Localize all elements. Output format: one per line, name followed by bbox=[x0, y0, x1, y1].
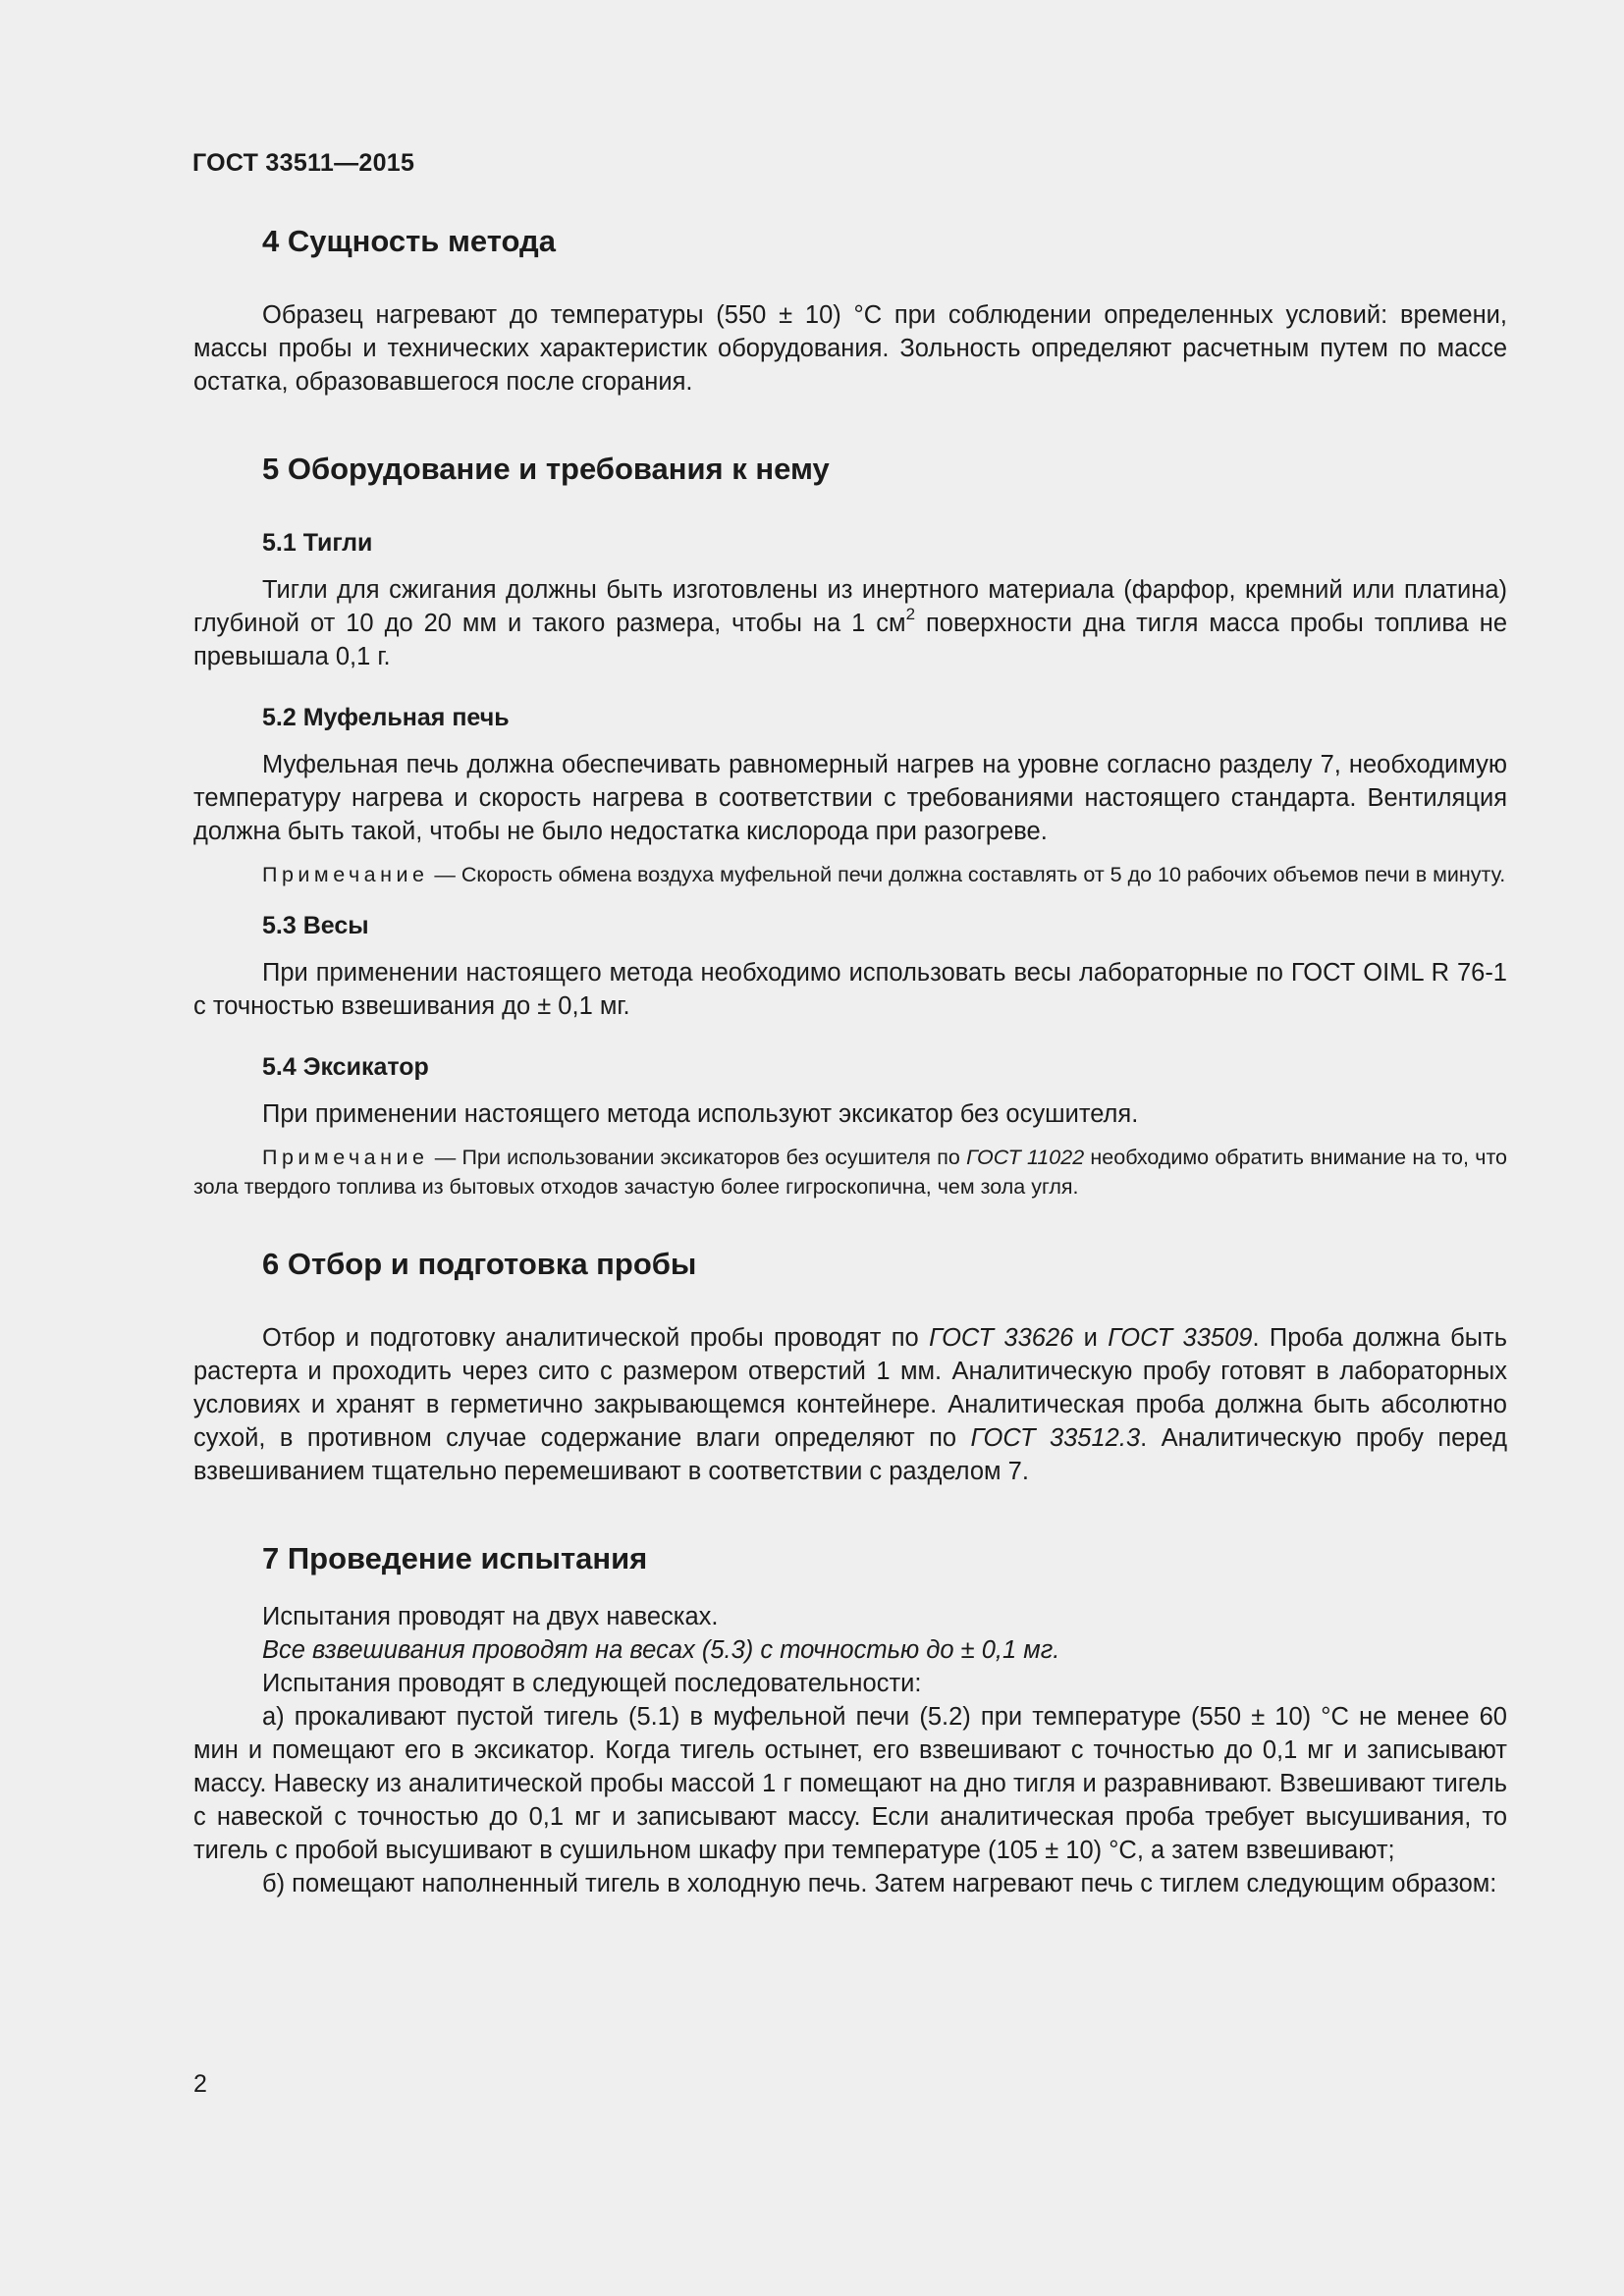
subsection-5-3-title: 5.3 Весы bbox=[262, 912, 369, 939]
page-number: 2 bbox=[193, 2070, 207, 2098]
note-label: Примечание bbox=[262, 1146, 429, 1169]
document-code: ГОСТ 33511—2015 bbox=[192, 149, 415, 177]
note-5-4: Примечание — При использовании эксикаторов без осушителя по ГОСТ 11022 необходимо обратить внимание на то, что зола твердого топлива из бытовых отходов зачастую более гигроскопична, чем зола угля. bbox=[193, 1146, 1508, 1199]
subsection-5-3-paragraph: При применении настоящего метода необходимо использовать весы лабораторные по ГОСТ OIML R 76-1 с точностью взвешивания до ± 0,1 мг. bbox=[193, 959, 1507, 1020]
note-5-2: Примечание — Скорость обмена воздуха муфельной печи должна составлять от 5 до 10 рабочих объемов печи в минуту. bbox=[262, 863, 1506, 886]
section-5-title: 5 Оборудование и требования к нему bbox=[262, 452, 830, 486]
section-7-item-b: б) помещают наполненный тигель в холодную печь. Затем нагревают печь с тиглем следующим образом: bbox=[262, 1870, 1497, 1897]
subsection-5-4-paragraph: При применении настоящего метода используют эксикатор без осушителя. bbox=[262, 1100, 1139, 1128]
section-7-line-3: Испытания проводят в следующей последовательности: bbox=[262, 1670, 922, 1697]
subsection-5-4-title: 5.4 Эксикатор bbox=[262, 1053, 429, 1081]
section-4-title: 4 Сущность метода bbox=[262, 224, 556, 258]
section-7-item-a: а) прокаливают пустой тигель (5.1) в муфельной печи (5.2) при температуре (550 ± 10) °С не менее 60 мин и помещают его в эксикатор. Когда тигель остынет, его взвешивают с точностью до 0,1 мг и записывают массу. Навеску из аналитической пробы массой 1 г помещают на дно тигля и разравнивают. Взвешивают тигель с навеской с точностью до 0,1 мг и записывают массу. Если аналитическая проба требует высушивания, то тигель с пробой высушивают в сушильном шкафу при температуре (105 ± 10) °С, а затем взвешивают; bbox=[193, 1703, 1507, 1864]
note-label: Примечание bbox=[262, 863, 429, 886]
subsection-5-1-title: 5.1 Тигли bbox=[262, 529, 373, 557]
section-7-title: 7 Проведение испытания bbox=[262, 1541, 648, 1575]
subsection-5-2-title: 5.2 Муфельная печь bbox=[262, 704, 510, 731]
section-6-title: 6 Отбор и подготовка пробы bbox=[262, 1247, 697, 1281]
section-6-paragraph: Отбор и подготовку аналитической пробы проводят по ГОСТ 33626 и ГОСТ 33509. Проба должна быть растерта и проходить через сито с размером отверстий 1 мм. Аналитическую пробу готовят в лабораторных условиях и хранят в герметично закрывающемся контейнере. Аналитическая проба должна быть абсолютно сухой, в противном случае содержание влаги определяют по ГОСТ 33512.3. Аналитическую пробу перед взвешиванием тщательно перемешивают в соответствии с разделом 7. bbox=[193, 1324, 1508, 1485]
subsection-5-1-paragraph: Тигли для сжигания должны быть изготовлены из инертного материала (фарфор, кремний или платина) глубиной от 10 до 20 мм и такого размера, чтобы на 1 $см^2$ поверхности дна тигля масса пробы топлива не превышала 0,1 г. bbox=[193, 576, 1508, 670]
subsection-5-2-paragraph: Муфельная печь должна обеспечивать равномерный нагрев на уровне согласно разделу 7, необходимую температуру нагрева и скорость нагрева в соответствии с требованиями настоящего стандарта. Вентиляция должна быть такой, чтобы не было недостатка кислорода при разогреве. bbox=[193, 751, 1507, 845]
section-7-line-1: Испытания проводят на двух навесках. bbox=[262, 1603, 719, 1630]
document-body bbox=[193, 222, 1507, 1900]
section-4-paragraph: Образец нагревают до температуры (550 ± 10) °С при соблюдении определенных условий: времени, массы пробы и технических характеристик оборудования. Зольность определяют расчетным путем по массе остатка, образовавшегося после сгорания. bbox=[193, 301, 1507, 396]
section-7-line-2: Все взвешивания проводят на весах (5.3) с точностью до ± 0,1 мг. bbox=[262, 1636, 1060, 1664]
